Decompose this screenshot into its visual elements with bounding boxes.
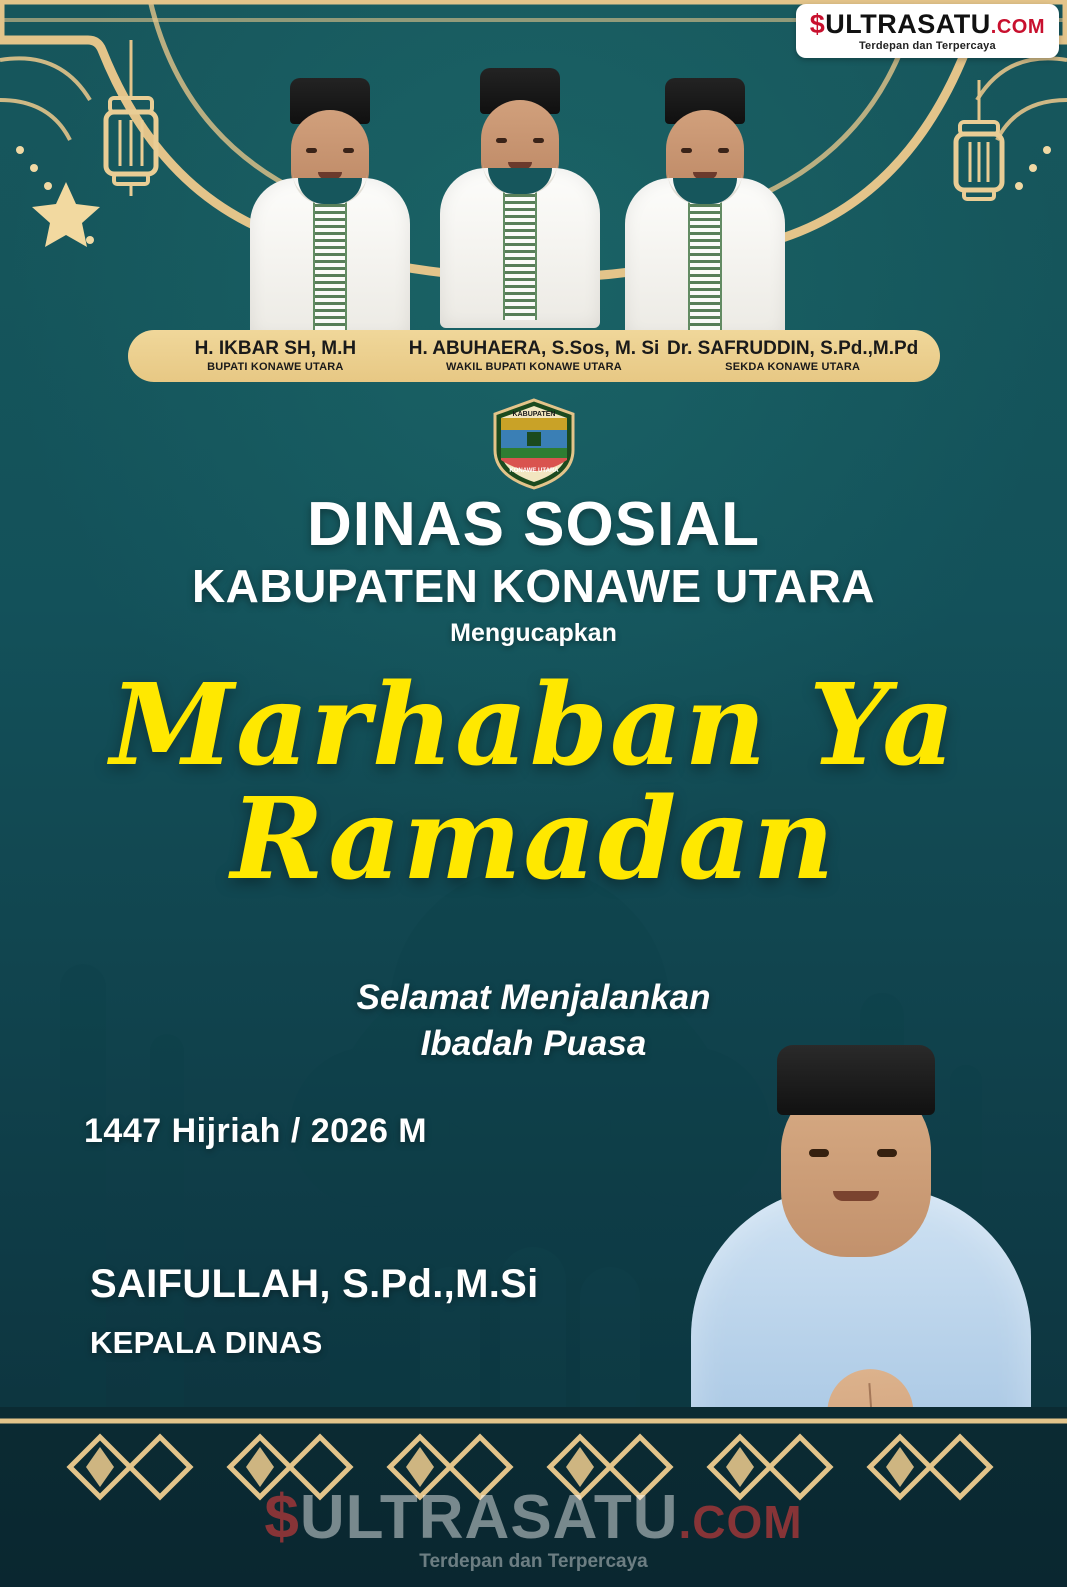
regency-emblem-icon xyxy=(491,398,577,490)
official-photo-3 xyxy=(625,178,785,338)
signer-title: KEPALA DINAS xyxy=(90,1325,323,1360)
official-attire-1 xyxy=(250,178,410,338)
official-photo-1 xyxy=(250,178,410,338)
watermark-prefix: $ xyxy=(264,1483,300,1552)
official-attire-3 xyxy=(625,178,785,338)
brand-logo-main: ULTRASATU xyxy=(825,9,991,39)
bottom-ornament-band xyxy=(0,1407,1067,1587)
watermark-main: ULTRASATU xyxy=(299,1483,679,1552)
officials-photo-row xyxy=(0,18,1067,338)
headline-line-1: DINAS SOSIAL xyxy=(307,490,760,559)
peci-icon-head-of-office xyxy=(777,1045,935,1115)
official-nameplate-1 xyxy=(146,339,405,373)
greeting-line-1: Marhaban Ya xyxy=(110,660,957,791)
official-name-3: Dr. SAFRUDDIN, S.Pd.,M.Pd xyxy=(667,338,919,360)
official-nameplate-3 xyxy=(663,339,922,373)
head-of-office-mouth xyxy=(833,1191,879,1201)
official-attire-2 xyxy=(440,168,600,328)
signer-block xyxy=(90,1262,539,1361)
brand-logo-suffix: .COM xyxy=(990,16,1045,38)
official-role-1: BUPATI KONAWE UTARA xyxy=(207,360,344,373)
greeting-subtitle-line-2: Ibadah Puasa xyxy=(420,1023,647,1063)
headline-line-3: Mengucapkan xyxy=(450,618,617,647)
signer-name: SAIFULLAH, S.Pd.,M.Si xyxy=(90,1262,539,1306)
official-name-1: H. IKBAR SH, M.H xyxy=(194,338,357,360)
greeting-year: 1447 Hijriah / 2026 M xyxy=(84,1112,428,1150)
official-role-2: WAKIL BUPATI KONAWE UTARA xyxy=(446,360,622,373)
greeting-line-2: Ramadan xyxy=(230,773,837,905)
brand-tagline: Terdepan dan Terpercaya xyxy=(858,40,996,52)
official-name-2: H. ABUHAERA, S.Sos, M. Si xyxy=(408,338,660,360)
watermark-tagline: Terdepan dan Terpercaya xyxy=(419,1551,648,1572)
greeting-subtitle-line-1: Selamat Menjalankan xyxy=(356,978,711,1017)
greeting-block xyxy=(0,660,1067,905)
brand-logo-prefix: $ xyxy=(809,9,826,39)
official-role-3: SEKDA KONAWE UTARA xyxy=(725,360,861,373)
head-of-office-eye-left xyxy=(809,1149,829,1157)
watermark-suffix: .COM xyxy=(678,1496,803,1548)
svg-text:KONAWE UTARA: KONAWE UTARA xyxy=(508,468,559,474)
head-of-office-eye-right xyxy=(877,1149,897,1157)
officials-name-plaque xyxy=(128,330,940,382)
svg-text:KABUPATEN: KABUPATEN xyxy=(512,411,555,418)
headline-block xyxy=(0,490,1067,648)
official-nameplate-2 xyxy=(405,339,664,373)
official-photo-2 xyxy=(440,168,600,328)
headline-line-2: KABUPATEN KONAWE UTARA xyxy=(191,560,876,612)
